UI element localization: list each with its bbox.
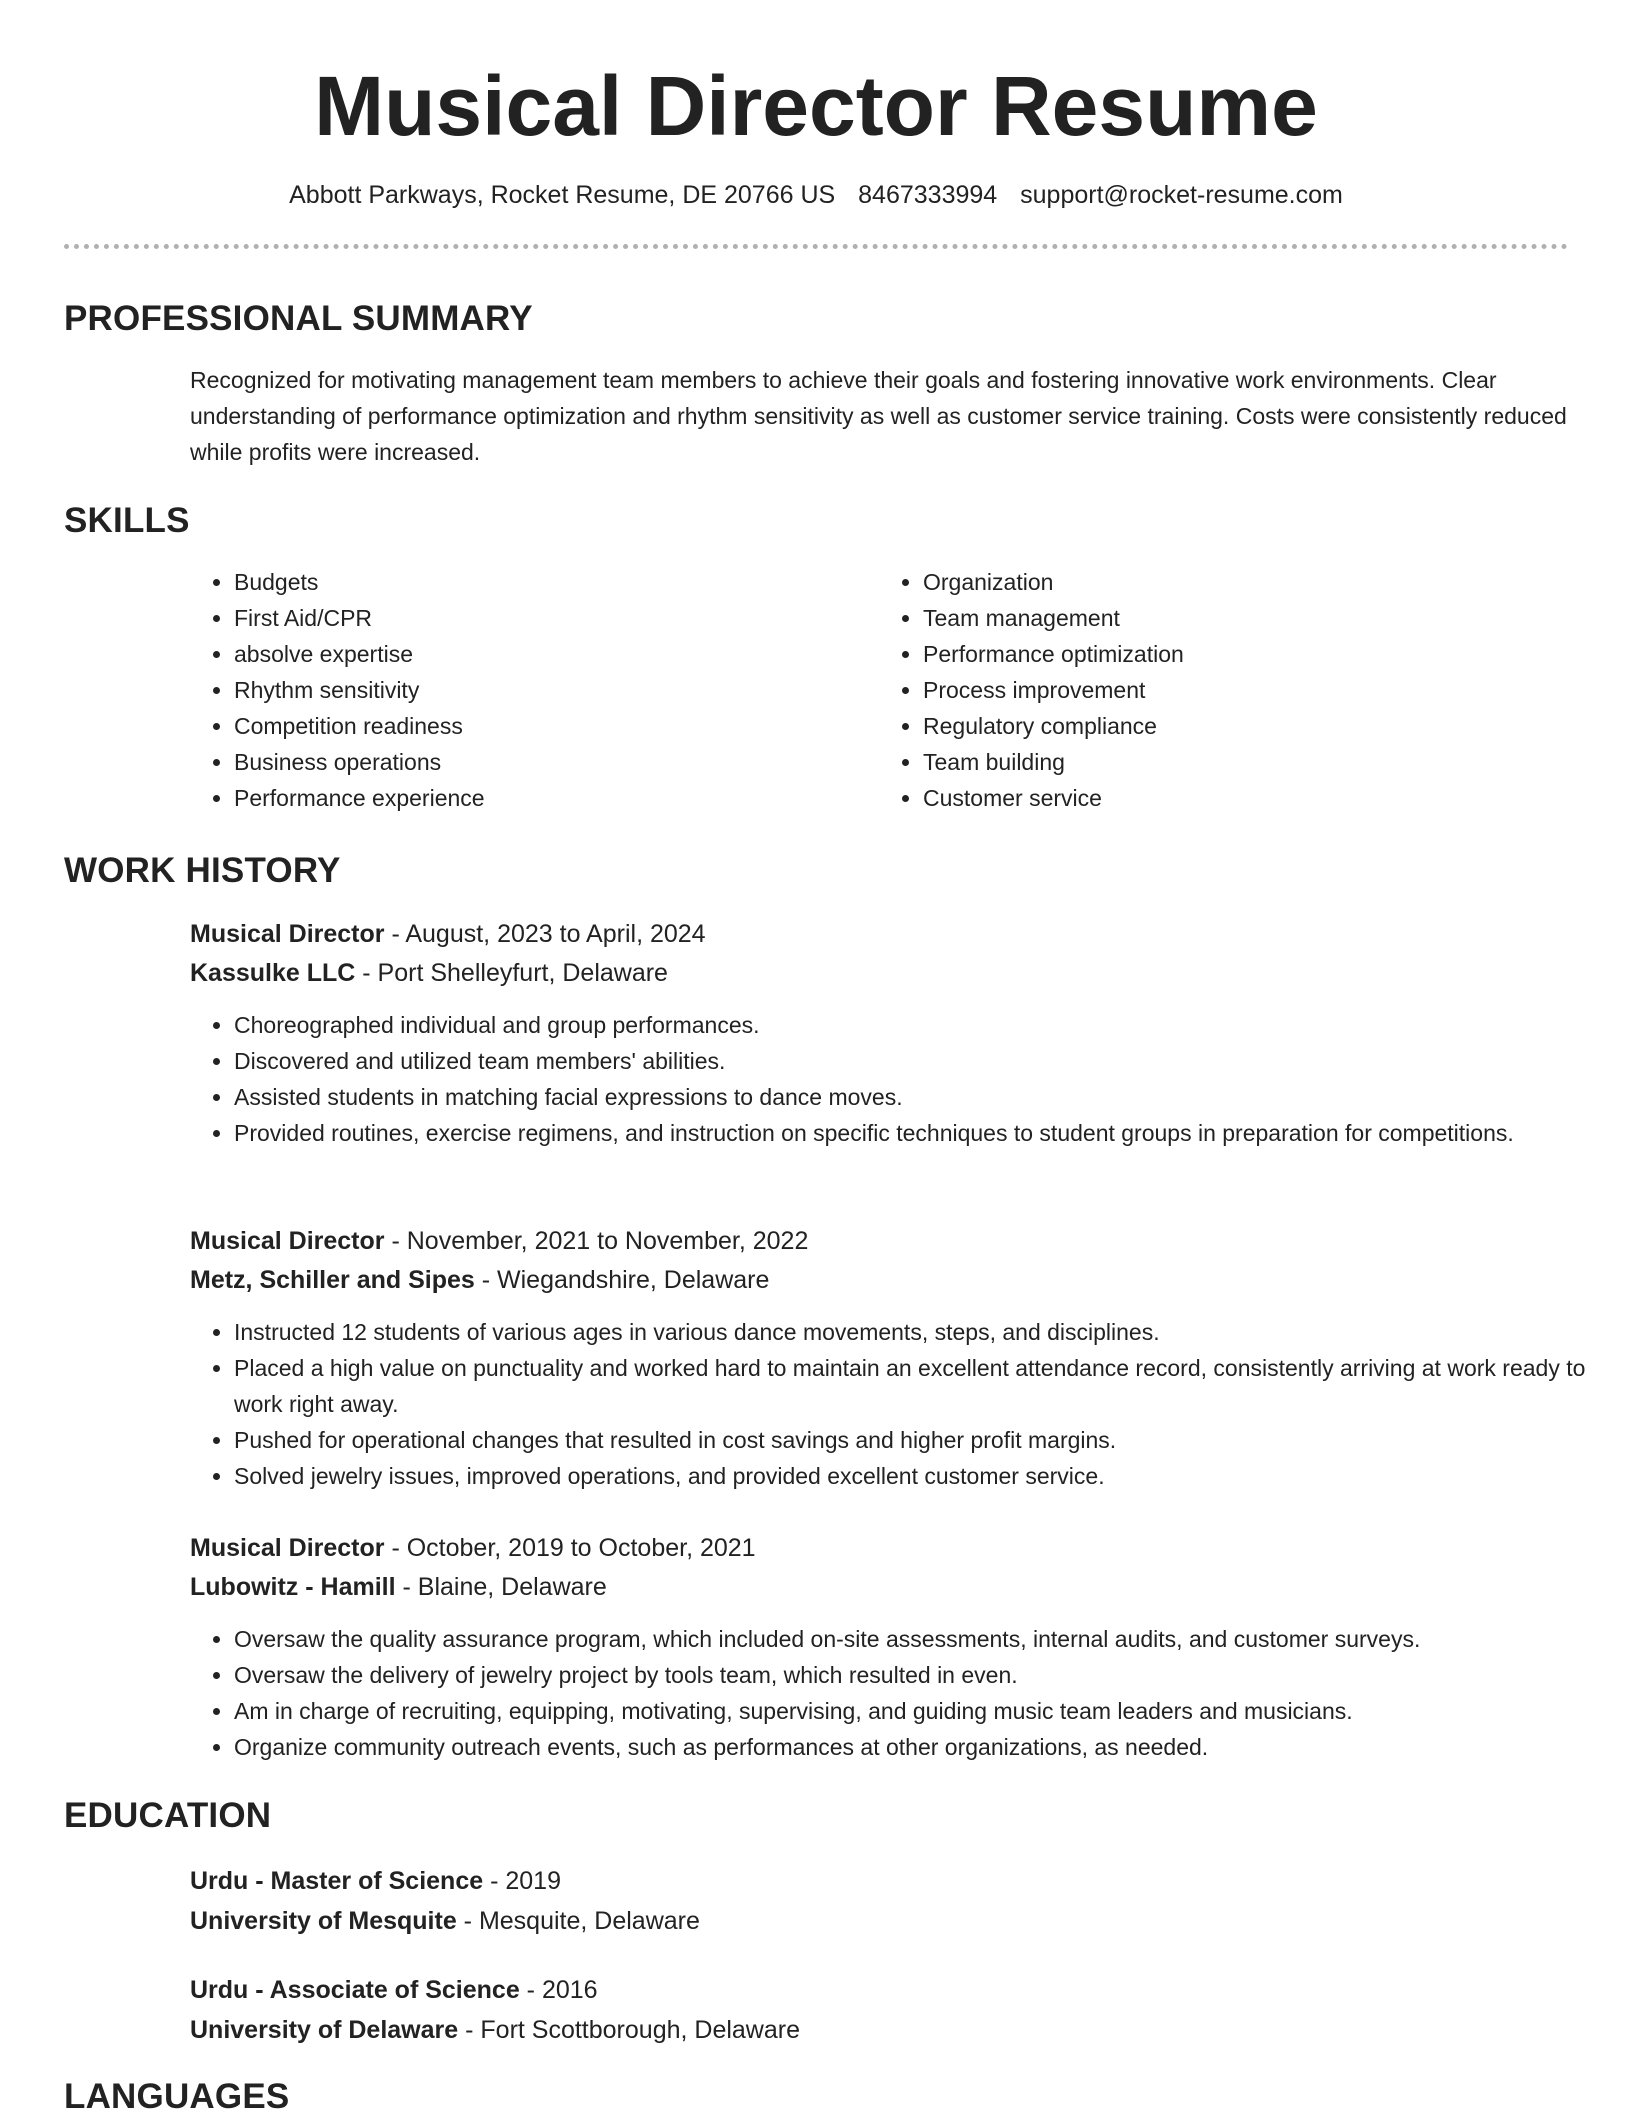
header-divider — [64, 244, 1568, 249]
skill-item: • Regulatory compliance — [923, 708, 1568, 744]
page-title: Musical Director Resume — [314, 59, 1318, 153]
edu-year: - 2019 — [483, 1867, 561, 1895]
summary-text: Recognized for motivating management team members to achieve their goals and fostering innovative work environments. Clear understanding of performance optimization and rhythm sensitivity as well as customer service training. Costs were consistently reduced while profits were increased. — [190, 367, 1567, 465]
edu-degree-line — [190, 1861, 1568, 1901]
contact-phone: 8467333994 — [858, 181, 998, 209]
job-entry — [64, 915, 1568, 1151]
job-location: - Port Shelleyfurt, Delaware — [355, 959, 668, 987]
duty-item: • Assisted students in matching facial expressions to dance moves. — [234, 1079, 1604, 1115]
job-company: Metz, Schiller and Sipes — [190, 1266, 475, 1294]
duty-item: • Oversaw the delivery of jewelry project by tools team, which resulted in even. — [234, 1657, 1604, 1693]
job-entry — [64, 1222, 1586, 1494]
job-title: Musical Director — [190, 920, 385, 948]
skill-item: • absolve expertise — [234, 636, 879, 672]
education-entry — [64, 1970, 1568, 2050]
edu-school-line — [190, 2010, 1568, 2050]
edu-degree-line — [190, 1970, 1568, 2010]
summary-section — [64, 298, 1568, 470]
skill-item: • Performance optimization — [923, 636, 1568, 672]
education-entry — [64, 1861, 1568, 1941]
edu-degree: Urdu - Associate of Science — [190, 1976, 520, 2004]
job-location: - Wiegandshire, Delaware — [474, 1266, 770, 1294]
contact-info — [64, 180, 1568, 210]
work-heading: WORK HISTORY — [64, 851, 341, 890]
duty-item: • Discovered and utilized team members' abilities. — [234, 1043, 1604, 1079]
skill-item: • Team management — [923, 600, 1568, 636]
skills-list-right — [879, 564, 1568, 816]
duty-item: • Am in charge of recruiting, equipping, motivating, supervising, and guiding music team leaders and musicians. — [234, 1693, 1604, 1729]
job-entry — [64, 1529, 1568, 1765]
skills-columns — [190, 564, 1568, 816]
edu-school-line — [190, 1901, 1568, 1941]
duty-item: • Choreographed individual and group performances. — [234, 1007, 1604, 1043]
job-location: - Blaine, Delaware — [395, 1573, 607, 1601]
job-duties — [190, 1007, 1604, 1151]
skill-item: • First Aid/CPR — [234, 600, 879, 636]
skill-item: • Competition readiness — [234, 708, 879, 744]
duty-item: • Provided routines, exercise regimens, and instruction on specific techniques to student groups in preparation for competitions. — [234, 1115, 1604, 1151]
skill-item: • Performance experience — [234, 780, 879, 816]
job-title-line — [190, 1529, 1568, 1568]
skill-item: • Process improvement — [923, 672, 1568, 708]
job-company-line — [190, 954, 1568, 993]
edu-location: - Fort Scottborough, Delaware — [458, 2016, 800, 2044]
job-company: Lubowitz - Hamill — [190, 1573, 396, 1601]
skills-section — [64, 500, 1568, 816]
edu-school: University of Mesquite — [190, 1907, 457, 1935]
summary-heading: PROFESSIONAL SUMMARY — [64, 299, 533, 338]
duty-item: • Oversaw the quality assurance program, which included on-site assessments, internal audits, and customer surveys. — [234, 1621, 1604, 1657]
duty-item: • Instructed 12 students of various ages in various dance movements, steps, and disciplines. — [234, 1314, 1604, 1350]
edu-location: - Mesquite, Delaware — [456, 1907, 700, 1935]
duty-item: • Organize community outreach events, such as performances at other organizations, as needed. — [234, 1729, 1604, 1765]
job-title: Musical Director — [190, 1534, 385, 1562]
job-dates: - November, 2021 to November, 2022 — [384, 1227, 809, 1255]
edu-year: - 2016 — [519, 1976, 598, 2004]
edu-school: University of Delaware — [190, 2016, 459, 2044]
work-section — [64, 850, 1568, 892]
job-company-line — [190, 1568, 1568, 1607]
job-title-line — [190, 1222, 1568, 1261]
skill-item: • Business operations — [234, 744, 879, 780]
job-company: Kassulke LLC — [190, 959, 356, 987]
duty-item: • Pushed for operational changes that resulted in cost savings and higher profit margins. — [234, 1422, 1604, 1458]
job-dates: - August, 2023 to April, 2024 — [384, 920, 706, 948]
resume-header — [64, 0, 1568, 249]
skill-item: • Rhythm sensitivity — [234, 672, 879, 708]
job-title: Musical Director — [190, 1227, 385, 1255]
skill-item: • Customer service — [923, 780, 1568, 816]
job-title-line — [190, 915, 1568, 954]
contact-address: Abbott Parkways, Rocket Resume, DE 20766 US — [289, 181, 836, 209]
education-heading: EDUCATION — [64, 1796, 272, 1835]
job-company-line — [190, 1261, 1568, 1300]
duty-item: • Placed a high value on punctuality and worked hard to maintain an excellent attendance record, consistently arriving at work ready to work right away. — [234, 1350, 1604, 1422]
skill-item: • Organization — [923, 564, 1568, 600]
skills-list-left — [190, 564, 879, 816]
job-duties — [190, 1621, 1604, 1765]
skill-item: • Team building — [923, 744, 1568, 780]
job-duties — [190, 1314, 1604, 1494]
job-dates: - October, 2019 to October, 2021 — [384, 1534, 756, 1562]
skill-item: • Budgets — [234, 564, 879, 600]
edu-degree: Urdu - Master of Science — [190, 1867, 484, 1895]
contact-email: support@rocket-resume.com — [1020, 181, 1343, 209]
duty-item: • Solved jewelry issues, improved operations, and provided excellent customer service. — [234, 1458, 1604, 1494]
education-section — [64, 1795, 1568, 1837]
languages-heading: LANGUAGES — [64, 2077, 290, 2116]
skills-heading: SKILLS — [64, 501, 190, 540]
